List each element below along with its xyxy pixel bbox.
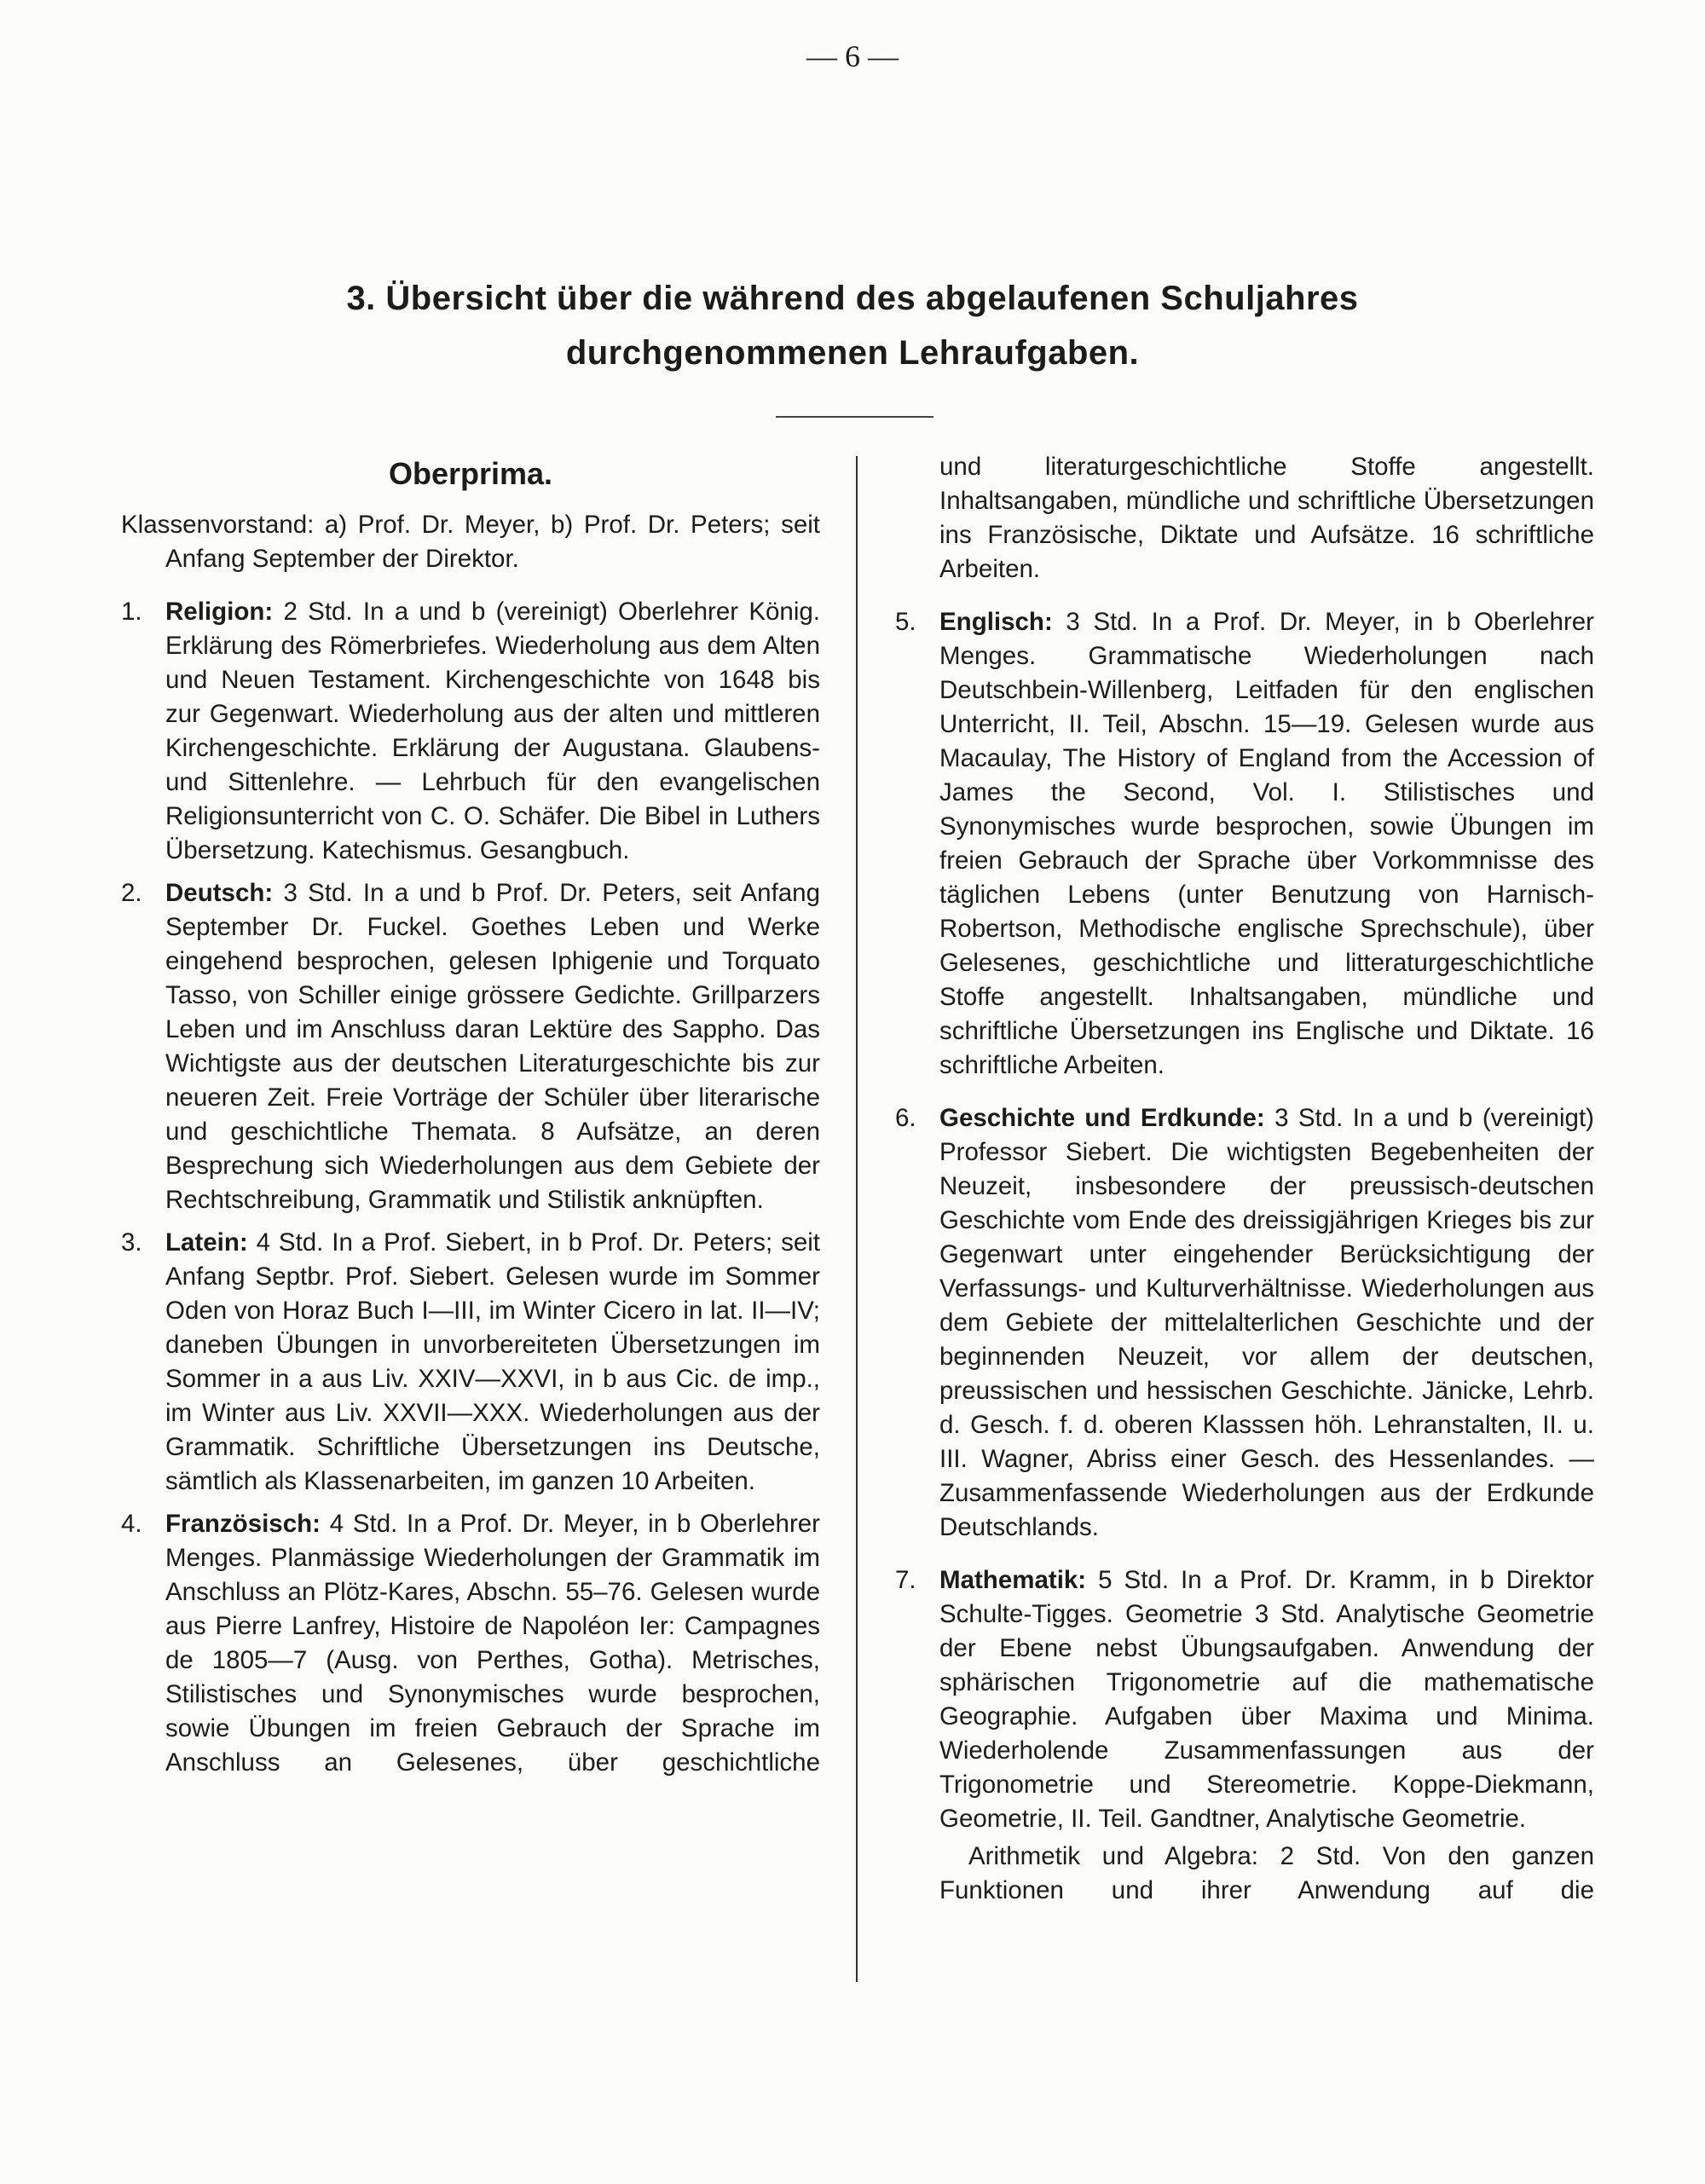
item-number: 7. [895,1566,916,1594]
lesson-item [121,876,820,1217]
title-line-2: durchgenommenen Lehraufgaben. [565,334,1140,372]
item-text: 3 Std. In a und b (vereinigt) Professor Siebert. Die wichtigsten Begebenheiten der Neuzeit, insbesondere der preussisch-deutschen Geschichte vom Ende des dreissigjährigen Krieges bis zur Gegenwart unter eingehender Berücksichtigung der Verfassungs- und Kulturverhältnisse. Wiederholungen aus dem Gebiete der mittelalterlichen Geschichte und der beginnenden Neuzeit, vor allem der deutschen, preussischen und hessischen Geschichte. Jänicke, Lehrb. d. Gesch. f. d. oberen Klasssen höh. Lehranstalten, II. u. III. Wagner, Abriss einer Gesch. des Hessenlandes. — Zusammenfassende Wiederholungen aus der Erdkunde Deutschlands. [939,1104,1594,1541]
item-number: 4. [121,1510,142,1538]
item-subject: Deutsch: [165,879,274,907]
item-text: 4 Std. In a Prof. Dr. Meyer, in b Oberlehrer Menges. Planmässige Wiederholungen der Grammatik im Anschluss an Plötz-Kares, Abschn. 55–76. Gelesen wurde aus Pierre Lanfrey, Histoire de Napoléon Ier: Campagnes de 1805—7 (Ausg. von Perthes, Gotha). Metrisches, Stilistisches und Synonymisches wurde besprochen, sowie Übungen im freien Gebrauch der Sprache im Anschluss an Gelesenes, über geschichtliche [165,1510,820,1777]
section-heading: Oberprima. [388,456,553,491]
item-number: 6. [895,1104,916,1132]
title-rule [776,416,933,418]
item-subject: Englisch: [939,608,1053,636]
title-line-1: 3. Übersicht über die während des abgelaufenen Schuljahres [346,280,1359,317]
item-subject: Latein: [165,1228,248,1257]
page-number: — 6 — [806,39,899,73]
item-text: 2 Std. In a und b (vereinigt) Oberlehrer König. Erklärung des Römerbriefes. Wiederholung aus dem Alten und Neuen Testament. Kirchengeschichte von 1648 bis zur Gegenwart. Wiederholung aus der alten und mittleren Kirchengeschichte. Erklärung der Augustana. Glaubens- und Sittenlehre. — Lehrbuch für den evangelischen Religionsunterricht von C. O. Schäfer. Die Bibel in Luthers Übersetzung. Katechismus. Gesangbuch. [165,598,820,864]
lesson-item [895,1101,1594,1545]
item-number: 1. [121,598,142,626]
lesson-item [121,595,820,868]
item-subject: Geschichte und Erdkunde: [939,1104,1265,1132]
item-subject: Französisch: [165,1510,321,1538]
item-number: 5. [895,608,916,636]
item-paragraph: Arithmetik und Algebra: 2 Std. Von den ganzen Funktionen und ihrer Anwendung auf die [939,1842,1594,1904]
item-text: 3 Std. In a Prof. Dr. Meyer, in b Oberlehrer Menges. Grammatische Wiederholungen nach Deutschbein-Willenberg, Leitfaden für den englischen Unterricht, II. Teil, Abschn. 15—19. Gelesen wurde aus Macaulay, The History of England from the Accession of James the Second, Vol. I. Stilistisches und Synonymisches wurde besprochen, sowie Übungen im freien Gebrauch der Sprache über Vorkommnisse des täglichen Lebens (unter Benutzung von Harnisch-Robertson, Methodische englische Sprechschule), über Gelesenes, geschichtliche und litteraturgeschichtliche Stoffe angestellt. Inhaltsangaben, mündliche und schriftliche Übersetzungen ins Englische und Diktate. 16 schriftliche Arbeiten. [939,608,1594,1079]
column-divider [856,456,858,1982]
lesson-item [121,1226,820,1499]
item-continuation: und literaturgeschichtliche Stoffe angestellt. Inhaltsangaben, mündliche und schriftliche Übersetzungen ins Französische, Diktate und Aufsätze. 16 schriftliche Arbeiten. [939,453,1594,583]
lesson-item [895,605,1594,1083]
lesson-item [895,1563,1594,1836]
item-number: 3. [121,1228,142,1257]
item-number: 2. [121,879,142,907]
item-subject: Religion: [165,598,274,626]
item-text: 5 Std. In a Prof. Dr. Kramm, in b Direktor Schulte-Tigges. Geometrie 3 Std. Analytische Geometrie der Ebene nebst Übungsaufgaben. Anwendung der sphärischen Trigonometrie auf die mathematische Geographie. Aufgaben über Maxima und Minima. Wiederholende Zusammenfassungen aus der Trigonometrie und Stereometrie. Koppe-Diekmann, Geometrie, II. Teil. Gandtner, Analytische Geometrie. [939,1566,1594,1833]
item-subject: Mathematik: [939,1566,1087,1594]
klassenvorstand: Klassenvorstand: a) Prof. Dr. Meyer, b) Prof. Dr. Peters; seit Anfang September der Direktor. [121,511,820,573]
item-text: 3 Std. In a und b Prof. Dr. Peters, seit Anfang September Dr. Fuckel. Goethes Leben und Werke eingehend besprochen, gelesen Iphigenie und Torquato Tasso, von Schiller einige grössere Gedichte. Grillparzers Leben und im Anschluss daran Lektüre des Sappho. Das Wichtigste aus der deutschen Literaturgeschichte bis zur neueren Zeit. Freie Vorträge der Schüler über literarische und geschichtliche Themata. 8 Aufsätze, an deren Besprechung sich Wiederholungen aus dem Gebiete der Rechtschreibung, Grammatik und Stilistik anknüpften. [165,879,820,1214]
lesson-item [121,1507,820,1780]
item-text: 4 Std. In a Prof. Siebert, in b Prof. Dr. Peters; seit Anfang Septbr. Prof. Siebert. Gelesen wurde im Sommer Oden von Horaz Buch I—III, im Winter Cicero in lat. II—IV; daneben Übungen in unvorbereiteten Übersetzungen im Sommer in a aus Liv. XXIV—XXVI, in b aus Cic. de imp., im Winter aus Liv. XXVII—XXX. Wiederholungen aus der Grammatik. Schriftliche Übersetzungen ins Deutsche, sämtlich als Klassenarbeiten, im ganzen 10 Arbeiten. [165,1228,820,1495]
right-column [895,450,1594,1916]
page-title [170,271,1534,380]
left-column [121,452,820,1788]
